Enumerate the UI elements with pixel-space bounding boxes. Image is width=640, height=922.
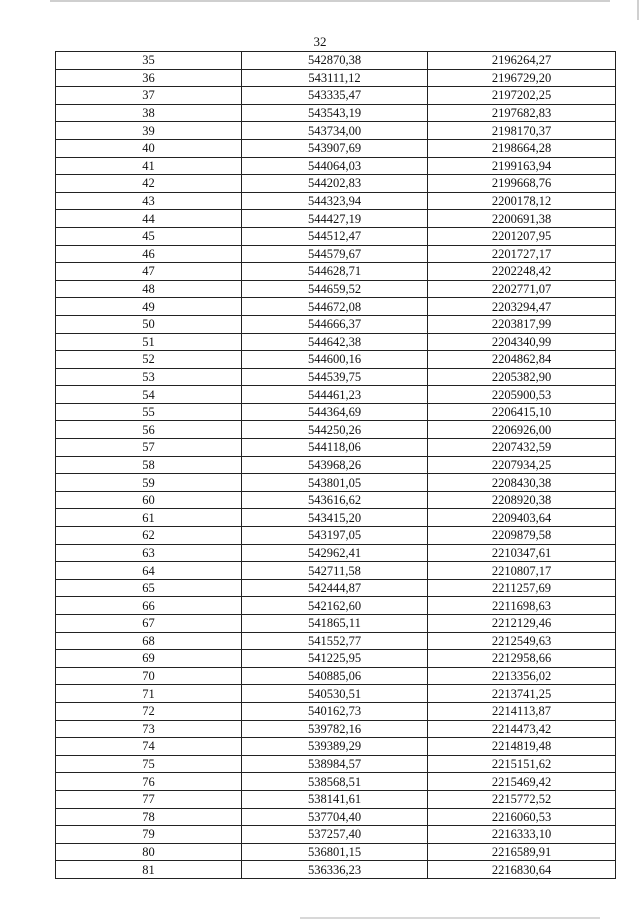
x-coordinate-cell: 537704,40: [242, 808, 428, 826]
x-coordinate-cell: 536801,15: [242, 843, 428, 861]
x-coordinate-cell: 539782,16: [242, 720, 428, 738]
table-row: [56, 702, 616, 720]
table-row: [56, 790, 616, 808]
x-coordinate-cell: 543197,05: [242, 527, 428, 545]
point-number-cell: 39: [56, 122, 242, 140]
table-row: [56, 527, 616, 545]
x-coordinate-cell: 540530,51: [242, 685, 428, 703]
y-coordinate-cell: 2208430,38: [428, 474, 616, 492]
y-coordinate-cell: 2207934,25: [428, 456, 616, 474]
point-number-cell: 76: [56, 773, 242, 791]
table-row: [56, 52, 616, 70]
scan-edge-right: [637, 0, 639, 20]
table-row: [56, 491, 616, 509]
y-coordinate-cell: 2213356,02: [428, 667, 616, 685]
point-number-cell: 78: [56, 808, 242, 826]
x-coordinate-cell: 543907,69: [242, 139, 428, 157]
point-number-cell: 55: [56, 403, 242, 421]
point-number-cell: 37: [56, 87, 242, 105]
point-number-cell: 66: [56, 597, 242, 615]
point-number-cell: 62: [56, 527, 242, 545]
table-row: [56, 562, 616, 580]
y-coordinate-cell: 2214473,42: [428, 720, 616, 738]
y-coordinate-cell: 2210807,17: [428, 562, 616, 580]
y-coordinate-cell: 2205900,53: [428, 386, 616, 404]
y-coordinate-cell: 2208920,38: [428, 491, 616, 509]
x-coordinate-cell: 544539,75: [242, 368, 428, 386]
x-coordinate-cell: 544364,69: [242, 403, 428, 421]
x-coordinate-cell: 544064,03: [242, 157, 428, 175]
table-row: [56, 175, 616, 193]
table-row: [56, 421, 616, 439]
y-coordinate-cell: 2197202,25: [428, 87, 616, 105]
table-row: [56, 720, 616, 738]
y-coordinate-cell: 2212129,46: [428, 615, 616, 633]
y-coordinate-cell: 2212958,66: [428, 650, 616, 668]
table-row: [56, 826, 616, 844]
x-coordinate-cell: 538984,57: [242, 755, 428, 773]
x-coordinate-cell: 540885,06: [242, 667, 428, 685]
x-coordinate-cell: 538141,61: [242, 790, 428, 808]
table-row: [56, 139, 616, 157]
point-number-cell: 44: [56, 210, 242, 228]
point-number-cell: 50: [56, 315, 242, 333]
table-row: [56, 861, 616, 879]
point-number-cell: 72: [56, 702, 242, 720]
x-coordinate-cell: 541225,95: [242, 650, 428, 668]
table-row: [56, 192, 616, 210]
page-number: 32: [313, 34, 327, 49]
x-coordinate-cell: 540162,73: [242, 702, 428, 720]
y-coordinate-cell: 2202248,42: [428, 263, 616, 281]
x-coordinate-cell: 544579,67: [242, 245, 428, 263]
x-coordinate-cell: 542870,38: [242, 52, 428, 70]
y-coordinate-cell: 2216830,64: [428, 861, 616, 879]
table-row: [56, 474, 616, 492]
table-row: [56, 87, 616, 105]
x-coordinate-cell: 542711,58: [242, 562, 428, 580]
table-row: [56, 210, 616, 228]
x-coordinate-cell: 538568,51: [242, 773, 428, 791]
x-coordinate-cell: 544628,71: [242, 263, 428, 281]
x-coordinate-cell: 544427,19: [242, 210, 428, 228]
table-row: [56, 685, 616, 703]
x-coordinate-cell: 544642,38: [242, 333, 428, 351]
y-coordinate-cell: 2215151,62: [428, 755, 616, 773]
table-row: [56, 298, 616, 316]
table-row: [56, 104, 616, 122]
point-number-cell: 40: [56, 139, 242, 157]
y-coordinate-cell: 2203817,99: [428, 315, 616, 333]
point-number-cell: 48: [56, 280, 242, 298]
x-coordinate-cell: 543734,00: [242, 122, 428, 140]
x-coordinate-cell: 544323,94: [242, 192, 428, 210]
y-coordinate-cell: 2198664,28: [428, 139, 616, 157]
point-number-cell: 36: [56, 69, 242, 87]
x-coordinate-cell: 544202,83: [242, 175, 428, 193]
x-coordinate-cell: 544118,06: [242, 439, 428, 457]
point-number-cell: 45: [56, 227, 242, 245]
x-coordinate-cell: 544250,26: [242, 421, 428, 439]
point-number-cell: 59: [56, 474, 242, 492]
point-number-cell: 63: [56, 544, 242, 562]
y-coordinate-cell: 2196264,27: [428, 52, 616, 70]
x-coordinate-cell: 544512,47: [242, 227, 428, 245]
point-number-cell: 73: [56, 720, 242, 738]
point-number-cell: 81: [56, 861, 242, 879]
y-coordinate-cell: 2216060,53: [428, 808, 616, 826]
table-row: [56, 650, 616, 668]
table-row: [56, 808, 616, 826]
table-row: [56, 403, 616, 421]
coordinates-table-body: [56, 52, 616, 879]
y-coordinate-cell: 2215772,52: [428, 790, 616, 808]
table-row: [56, 122, 616, 140]
point-number-cell: 51: [56, 333, 242, 351]
point-number-cell: 42: [56, 175, 242, 193]
point-number-cell: 53: [56, 368, 242, 386]
x-coordinate-cell: 544666,37: [242, 315, 428, 333]
table-row: [56, 263, 616, 281]
y-coordinate-cell: 2203294,47: [428, 298, 616, 316]
y-coordinate-cell: 2212549,63: [428, 632, 616, 650]
point-number-cell: 35: [56, 52, 242, 70]
y-coordinate-cell: 2202771,07: [428, 280, 616, 298]
y-coordinate-cell: 2213741,25: [428, 685, 616, 703]
x-coordinate-cell: 541552,77: [242, 632, 428, 650]
point-number-cell: 75: [56, 755, 242, 773]
y-coordinate-cell: 2215469,42: [428, 773, 616, 791]
table-row: [56, 333, 616, 351]
table-row: [56, 773, 616, 791]
point-number-cell: 68: [56, 632, 242, 650]
y-coordinate-cell: 2216589,91: [428, 843, 616, 861]
point-number-cell: 64: [56, 562, 242, 580]
point-number-cell: 46: [56, 245, 242, 263]
table-row: [56, 667, 616, 685]
y-coordinate-cell: 2209403,64: [428, 509, 616, 527]
table-row: [56, 509, 616, 527]
x-coordinate-cell: 537257,40: [242, 826, 428, 844]
table-row: [56, 755, 616, 773]
point-number-cell: 71: [56, 685, 242, 703]
x-coordinate-cell: 539389,29: [242, 738, 428, 756]
x-coordinate-cell: 542962,41: [242, 544, 428, 562]
point-number-cell: 41: [56, 157, 242, 175]
point-number-cell: 52: [56, 351, 242, 369]
table-row: [56, 738, 616, 756]
point-number-cell: 49: [56, 298, 242, 316]
y-coordinate-cell: 2204340,99: [428, 333, 616, 351]
y-coordinate-cell: 2214819,48: [428, 738, 616, 756]
coordinates-table: [55, 51, 616, 879]
table-row: [56, 456, 616, 474]
scan-edge-bottom: [300, 917, 600, 919]
y-coordinate-cell: 2210347,61: [428, 544, 616, 562]
point-number-cell: 67: [56, 615, 242, 633]
table-row: [56, 245, 616, 263]
point-number-cell: 74: [56, 738, 242, 756]
table-row: [56, 351, 616, 369]
x-coordinate-cell: 536336,23: [242, 861, 428, 879]
y-coordinate-cell: 2201727,17: [428, 245, 616, 263]
table-row: [56, 386, 616, 404]
point-number-cell: 57: [56, 439, 242, 457]
point-number-cell: 65: [56, 579, 242, 597]
x-coordinate-cell: 544461,23: [242, 386, 428, 404]
x-coordinate-cell: 543111,12: [242, 69, 428, 87]
point-number-cell: 47: [56, 263, 242, 281]
table-row: [56, 544, 616, 562]
x-coordinate-cell: 544600,16: [242, 351, 428, 369]
point-number-cell: 60: [56, 491, 242, 509]
x-coordinate-cell: 541865,11: [242, 615, 428, 633]
table-row: [56, 280, 616, 298]
y-coordinate-cell: 2206926,00: [428, 421, 616, 439]
x-coordinate-cell: 543968,26: [242, 456, 428, 474]
point-number-cell: 54: [56, 386, 242, 404]
x-coordinate-cell: 543801,05: [242, 474, 428, 492]
table-row: [56, 368, 616, 386]
y-coordinate-cell: 2209879,58: [428, 527, 616, 545]
point-number-cell: 80: [56, 843, 242, 861]
y-coordinate-cell: 2211698,63: [428, 597, 616, 615]
x-coordinate-cell: 543543,19: [242, 104, 428, 122]
y-coordinate-cell: 2196729,20: [428, 69, 616, 87]
table-row: [56, 597, 616, 615]
y-coordinate-cell: 2200178,12: [428, 192, 616, 210]
point-number-cell: 77: [56, 790, 242, 808]
y-coordinate-cell: 2206415,10: [428, 403, 616, 421]
y-coordinate-cell: 2207432,59: [428, 439, 616, 457]
y-coordinate-cell: 2201207,95: [428, 227, 616, 245]
x-coordinate-cell: 544672,08: [242, 298, 428, 316]
point-number-cell: 38: [56, 104, 242, 122]
y-coordinate-cell: 2199163,94: [428, 157, 616, 175]
x-coordinate-cell: 543335,47: [242, 87, 428, 105]
x-coordinate-cell: 543415,20: [242, 509, 428, 527]
x-coordinate-cell: 543616,62: [242, 491, 428, 509]
x-coordinate-cell: 544659,52: [242, 280, 428, 298]
y-coordinate-cell: 2197682,83: [428, 104, 616, 122]
point-number-cell: 61: [56, 509, 242, 527]
y-coordinate-cell: 2198170,37: [428, 122, 616, 140]
x-coordinate-cell: 542162,60: [242, 597, 428, 615]
table-row: [56, 439, 616, 457]
table-row: [56, 315, 616, 333]
y-coordinate-cell: 2199668,76: [428, 175, 616, 193]
table-row: [56, 69, 616, 87]
x-coordinate-cell: 542444,87: [242, 579, 428, 597]
y-coordinate-cell: 2200691,38: [428, 210, 616, 228]
y-coordinate-cell: 2216333,10: [428, 826, 616, 844]
point-number-cell: 56: [56, 421, 242, 439]
table-row: [56, 227, 616, 245]
y-coordinate-cell: 2205382,90: [428, 368, 616, 386]
y-coordinate-cell: 2214113,87: [428, 702, 616, 720]
point-number-cell: 69: [56, 650, 242, 668]
point-number-cell: 70: [56, 667, 242, 685]
point-number-cell: 58: [56, 456, 242, 474]
table-row: [56, 632, 616, 650]
scan-edge-top: [50, 0, 610, 2]
table-row: [56, 843, 616, 861]
y-coordinate-cell: 2204862,84: [428, 351, 616, 369]
table-row: [56, 615, 616, 633]
table-row: [56, 157, 616, 175]
y-coordinate-cell: 2211257,69: [428, 579, 616, 597]
point-number-cell: 43: [56, 192, 242, 210]
point-number-cell: 79: [56, 826, 242, 844]
table-row: [56, 579, 616, 597]
